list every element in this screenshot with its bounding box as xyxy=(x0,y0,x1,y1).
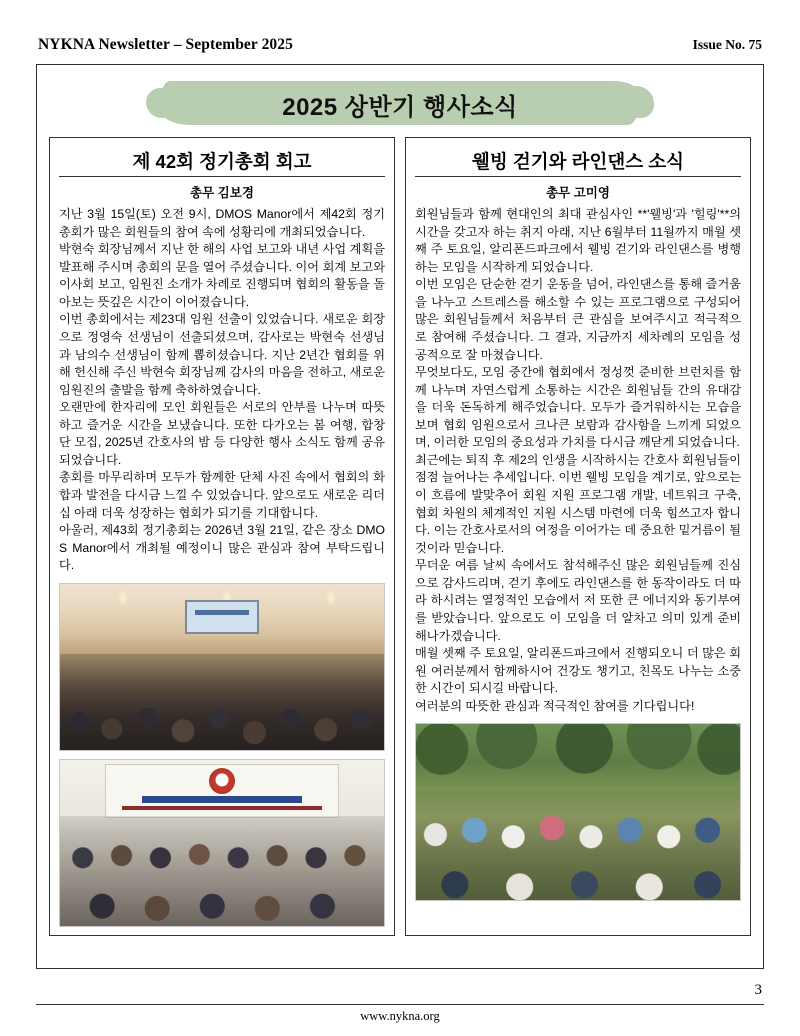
paragraph: 박현숙 회장님께서 지난 한 해의 사업 보고와 내년 사업 계획을 발표해 주시며 총회의 문을 열어 주셨습니다. 이어 회계 보고와 이사회 보고, 임원진 소개가 차례로 진행되며 협회의 활동을 돌아보는 뜻깊은 시간이 이어졌습니다. xyxy=(59,242,385,309)
banner-title: 2025 상반기 행사소식 xyxy=(282,93,518,121)
chandelier-icon xyxy=(118,590,128,606)
paragraph: 아울러, 제43회 정기총회는 2026년 3월 21일, 같은 장소 DMOS Manor에서 개최될 예정이니 많은 관심과 참여 부탁드립니다. xyxy=(59,523,385,573)
issue-number: Issue No. 75 xyxy=(692,37,762,52)
banner-headline-bar xyxy=(142,796,302,803)
paragraph: 총회를 마무리하며 모두가 함께한 단체 사진 속에서 협회의 화합과 발전을 다시금 느낄 수 있었습니다. 앞으로도 새로운 리더십 아래 더욱 성장하는 협회가 되기를 기대합니다. xyxy=(59,470,385,520)
masthead xyxy=(36,30,764,64)
assembly-hall-photo xyxy=(59,583,385,751)
page-number: 3 xyxy=(754,982,762,998)
article-right xyxy=(405,137,751,936)
masthead-title: NYKNA Newsletter – September 2025 xyxy=(38,36,293,53)
paragraph: 최근에는 퇴직 후 제2의 인생을 시작하시는 간호사 회원님들이 점점 늘어나는 추세입니다. 이번 웰빙 모임을 계기로, 앞으로는 이 흐름에 발맞추어 회원 지원 프로그램 개발, 네트워크 구축, 협회 차원의 체계적인 지원 시스템 마련에 더욱 힘쓰고자 합니다. 이는 간호사로서의 여정을 이어가는 데 중요한 밑거름이 될 것이라 믿습니다. xyxy=(415,452,741,555)
section-banner xyxy=(51,81,749,127)
paragraph: 오랜만에 한자리에 모인 회원들은 서로의 안부를 나누며 따뜻하고 즐거운 시간을 보냈습니다. 또한 다가오는 봄 여행, 합창단 모집, 2025년 간호사의 밤 등 다양한 행사 소식도 함께 공유되었습니다. xyxy=(59,400,385,467)
walking-group-members xyxy=(416,791,740,900)
paragraph: 이번 모임은 단순한 걷기 운동을 넘어, 라인댄스를 통해 즐거움을 나누고 스트레스를 해소할 수 있는 프로그램으로 구성되어 많은 회원님들께서 처음부터 큰 관심을 보여주시고 적극적으로 참여해 주셨습니다. 그 결과, 지금까지 세차례의 모임을 성공적으로 잘 마쳤습니다. xyxy=(415,277,741,362)
footer-divider xyxy=(36,1004,764,1005)
paragraph: 여러분의 따뜻한 관심과 적극적인 참여를 기다립니다! xyxy=(415,698,695,713)
group-photo-banner xyxy=(59,759,385,927)
outdoor-walking-group-photo xyxy=(415,723,741,901)
article-right-body xyxy=(415,206,741,715)
projection-screen xyxy=(185,600,259,634)
content-frame xyxy=(36,64,764,969)
group-members xyxy=(60,816,384,926)
banner-subline-bar xyxy=(122,806,322,810)
footer-website-url: www.nykna.org xyxy=(360,1009,440,1023)
paragraph: 지난 3월 15일(토) 오전 9시, DMOS Manor에서 제42회 정기총회가 많은 회원들의 참여 속에 성황리에 개최되었습니다. xyxy=(59,207,385,239)
paragraph: 매월 셋째 주 토요일, 알리폰드파크에서 진행되오니 더 많은 회원 여러분께서 함께하시어 건강도 챙기고, 친목도 나누는 소중한 시간이 되시길 바랍니다. xyxy=(415,646,741,696)
article-left-title: 제 42회 정기총회 회고 xyxy=(59,144,385,177)
association-logo-icon xyxy=(209,768,235,794)
article-columns xyxy=(47,137,753,936)
paragraph: 무엇보다도, 모임 중간에 협회에서 정성껏 준비한 브런치를 함께 나누며 자연스럽게 소통하는 시간은 회원님들 간의 유대감을 더욱 돈독하게 해주었습니다. 모두가 즐거워하시는 모습을 보며 협회 임원으로서 크나큰 보람과 감사함을 느끼게 되었으며, 이러한 모임의 중요성과 가치를 다시금 깨닫게 되었습니다. xyxy=(415,365,741,450)
page-footer xyxy=(36,982,764,1024)
article-left xyxy=(49,137,395,936)
article-left-body xyxy=(59,206,385,575)
chandelier-icon xyxy=(326,590,336,606)
audience-crowd xyxy=(60,654,384,750)
article-left-byline: 총무 김보경 xyxy=(190,186,254,200)
paragraph: 회원님들과 함께 현대인의 최대 관심사인 **'웰빙'과 '힐링'**의 시간을 갖고자 하는 취지 아래, 지난 6월부터 11월까지 매월 셋째 주 토요일, 알리폰드파크에서 웰빙 걷기와 라인댄스를 병행하는 모임을 시작하게 되었습니다. xyxy=(415,207,741,274)
article-right-title: 웰빙 걷기와 라인댄스 소식 xyxy=(415,144,741,177)
paragraph: 이번 총회에서는 제23대 임원 선출이 있었습니다. 새로운 회장으로 정영숙 선생님이 선출되셨으며, 감사로는 박현숙 선생님과 남의수 선생님이 함께 뽑히셨습니다. 지난 2년간 협회를 위해 헌신해 주신 박현숙 회장님께 감사의 마음을 전하고, 새로운 임원진의 출발을 함께 축하하였습니다. xyxy=(59,312,385,397)
article-right-byline: 총무 고미영 xyxy=(546,186,610,200)
paragraph: 무더운 여름 날씨 속에서도 참석해주신 많은 회원님들께 진심으로 감사드리며, 걷기 후에도 라인댄스를 한 동작이라도 더 따라 하시려는 열정적인 모습에서 저 또한 큰 에너지와 동기부여를 받았습니다. 앞으로도 이 모임을 더 알차고 의미 있게 준비해나가겠습니다. xyxy=(415,558,741,643)
